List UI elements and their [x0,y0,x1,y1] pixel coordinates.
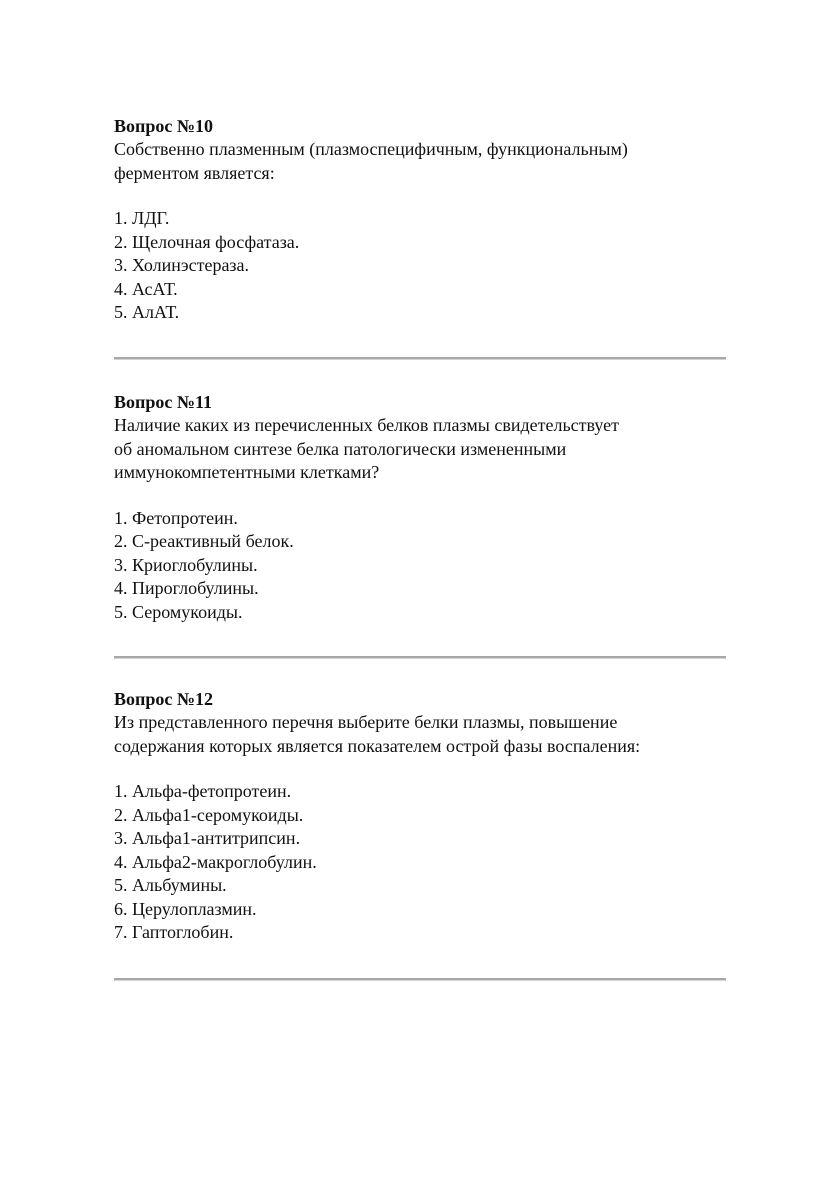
answer-option: 3. Холинэстераза. [114,255,250,275]
question-text-line: иммунокомпетентными клетками? [114,462,380,482]
section-divider [114,656,726,659]
answer-option: 5. АлАТ. [114,302,180,322]
section-divider [114,357,726,360]
answer-option: 1. ЛДГ. [114,208,170,228]
answer-option: 5. Серомукоиды. [114,601,243,622]
question-text-line: ферментом является: [114,162,275,183]
section-divider [114,978,726,981]
answer-list [114,207,726,325]
answer-option: 7. Гаптоглобин. [114,922,234,942]
answer-option: 6. Церулоплазмин. [114,898,257,919]
question-title: Вопрос №10 [114,116,213,136]
answer-option: 3. Криоглобулины. [114,554,258,575]
answer-list [114,780,726,945]
question-text-line: содержания которых является показателем острой фазы воспаления: [114,735,641,756]
question-11 [114,391,726,624]
answer-option: 1. Фетопротеин. [114,507,238,528]
answer-option: 4. Альфа2-макроглобулин. [114,851,317,872]
question-12 [114,688,726,945]
question-text-line: Из представленного перечня выберите белки плазмы, повышение [114,712,618,732]
question-text-line: об аномальном синтезе белка патологически измененными [114,438,567,459]
question-text-line: Собственно плазменным (плазмоспецифичным, функциональным) [114,139,628,159]
answer-option: 2. С-реактивный белок. [114,531,294,551]
question-title: Вопрос №12 [114,689,213,709]
answer-option: 4. Пироглобулины. [114,578,259,598]
answer-option: 4. АсАТ. [114,278,178,299]
answer-option: 1. Альфа-фетопротеин. [114,781,292,801]
question-10 [114,115,726,325]
answer-list [114,507,726,625]
question-text-line: Наличие каких из перечисленных белков плазмы свидетельствует [114,415,620,435]
question-title: Вопрос №11 [114,392,212,412]
answer-option: 2. Щелочная фосфатаза. [114,231,300,252]
answer-option: 5. Альбумины. [114,875,227,895]
answer-option: 3. Альфа1-антитрипсин. [114,828,301,848]
answer-option: 2. Альфа1-серомукоиды. [114,804,304,825]
